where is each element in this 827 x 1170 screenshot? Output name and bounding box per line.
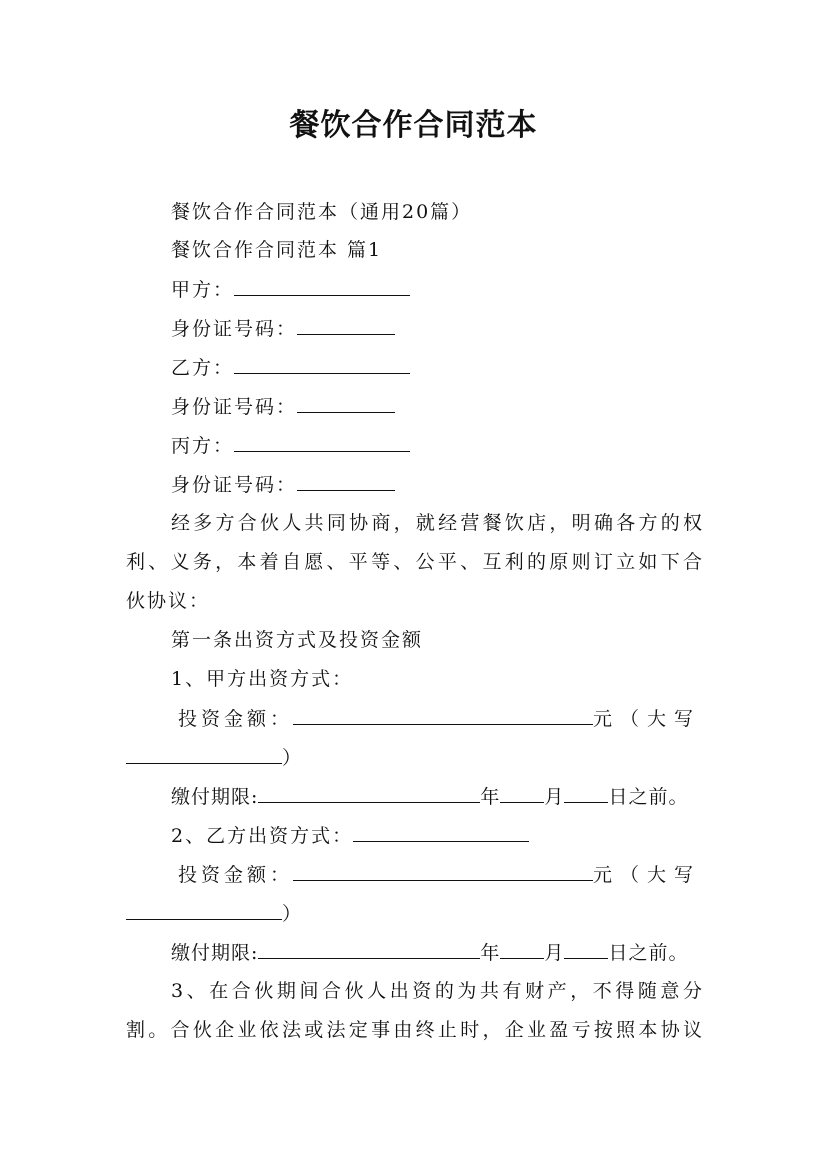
item-2: 2、乙方出资方式：: [171, 825, 354, 847]
section-heading: 餐饮合作合同范本 篇1: [171, 239, 383, 261]
year-1: 年: [480, 786, 501, 808]
party-a-line: [171, 277, 410, 302]
payment-label-2: 缴付期限:: [171, 942, 259, 964]
id-blank-1: [297, 316, 395, 335]
party-b-label: 乙方：: [171, 357, 235, 379]
id-label-2: 身份证号码：: [171, 396, 298, 418]
item-1: 1、甲方出资方式：: [171, 668, 354, 690]
payment-month-blank-1: [500, 784, 544, 803]
amount-label-2: 投资金额：: [178, 864, 294, 886]
amount-blank-1: [293, 706, 593, 725]
party-c-label: 丙方：: [171, 435, 235, 457]
party-b-blank: [234, 355, 410, 374]
id-blank-3: [297, 472, 395, 491]
close-paren-2: ）: [282, 903, 304, 925]
close-paren-1: ）: [282, 747, 304, 769]
daxie-blank-1: [126, 745, 282, 764]
id-line-3: [171, 472, 395, 497]
yuan-daxie-1: 元（大写: [593, 708, 702, 730]
year-2: 年: [480, 942, 501, 964]
payment-year-blank-2: [258, 940, 480, 959]
party-a-blank: [234, 277, 410, 296]
id-label-3: 身份证号码：: [171, 474, 298, 496]
party-a-label: 甲方：: [171, 279, 235, 301]
amount-line-1: [178, 706, 701, 731]
id-label-1: 身份证号码：: [171, 318, 298, 340]
payment-line-2: [171, 940, 688, 965]
payment-day-blank-2: [564, 940, 608, 959]
payment-day-blank-1: [564, 784, 608, 803]
daxie-line-2: [126, 901, 303, 926]
party-c-line: [171, 433, 410, 458]
item-3-line-2: 割。合伙企业依法或法定事由终止时，企业盈亏按照本协议: [126, 1019, 704, 1041]
amount-label-1: 投资金额：: [178, 708, 294, 730]
daxie-line-1: [126, 745, 303, 770]
party-c-blank: [234, 433, 410, 452]
id-line-2: [171, 394, 395, 419]
party-b-line: [171, 355, 410, 380]
document-title: 餐饮合作合同范本: [289, 108, 538, 143]
yuan-daxie-2: 元（大写: [593, 864, 702, 886]
intro-paragraph-line-2: 利、义务，本着自愿、平等、公平、互利的原则订立如下合: [126, 551, 704, 573]
day-before-1: 日之前。: [608, 786, 689, 808]
month-1: 月: [544, 786, 565, 808]
id-blank-2: [297, 394, 395, 413]
article-1-heading: 第一条出资方式及投资金额: [171, 629, 424, 651]
intro-paragraph-line-1: 经多方合伙人共同协商，就经营餐饮店，明确各方的权: [171, 512, 704, 534]
amount-line-2: [178, 862, 701, 887]
document-subtitle: 餐饮合作合同范本（通用20篇）: [171, 201, 473, 223]
payment-label-1: 缴付期限:: [171, 786, 259, 808]
item-2-line: [171, 823, 529, 848]
item-3-line-1: 3、在合伙期间合伙人出资的为共有财产，不得随意分: [171, 980, 704, 1002]
item-2-blank: [353, 823, 529, 842]
payment-year-blank-1: [258, 784, 480, 803]
payment-month-blank-2: [500, 940, 544, 959]
payment-line-1: [171, 784, 688, 809]
intro-paragraph-line-3: 伙协议：: [126, 590, 211, 612]
month-2: 月: [544, 942, 565, 964]
amount-blank-2: [293, 862, 593, 881]
day-before-2: 日之前。: [608, 942, 689, 964]
id-line-1: [171, 316, 395, 341]
daxie-blank-2: [126, 901, 282, 920]
